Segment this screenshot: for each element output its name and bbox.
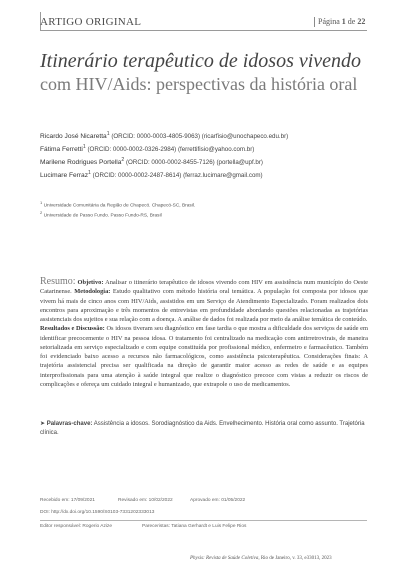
affiliation-2 <box>40 210 162 219</box>
results-text: Os idosos tiveram seu diagnóstico em fase tardia o que mostra a dificuldade dos serviços de saúde em identificar precocemente o HIV na pessoa idosa. O tratamento foi centralizado na medicação com antirretrovirais, de maneira setorializada em serviço especializado e com equipe constituída por profissional médico, enfermeiro e farmacêutico. Também foi evidenciado baixo acesso a recursos não farmacológicos, como assistência psicoterapêutica. <box>40 325 368 360</box>
page-prefix: Página <box>318 17 340 26</box>
editor-rule <box>40 520 367 521</box>
abstract <box>40 277 368 389</box>
journal-citation <box>190 556 332 561</box>
method-text: Estudo qualitativo com método história oral temática. A população foi composta por idosos que vivem há mais de cinco anos com HIV/Aids, assistidos em um Serviço de Atendimento Especializado. Foram realizados dois encontros para aproximação e três momentos de entrevistas em profundidade abordando questões relacionadas as trajetórias assistenciais dos sujeitos e sua relação com a doença. A análise de dados foi realizada por meio da análise temática de conteúdo. <box>40 288 368 323</box>
author-3 <box>40 157 263 166</box>
author-name: Ricardo José Nicaretta <box>40 133 107 141</box>
keywords-text: Assistência a idosos. Sorodiagnóstico da Aids. Envelhecimento. História oral como assunto. Trajetória clínica. <box>40 421 365 436</box>
page-current: 1 <box>341 17 346 26</box>
article-title: Itinerário terapêutico de idosos vivendo <box>40 50 362 72</box>
author-contact: (ORCID: 0000-0003-4805-9063) (ricarfisio@unochapeco.edu.br) <box>111 133 289 141</box>
article-subtitle: com HIV/Aids: perspectivas da história oral <box>40 74 358 94</box>
keywords <box>40 420 365 437</box>
author-contact: (ORCID: 0000-0002-2487-8614) (ferraz.lucimare@gmail.com) <box>92 172 263 180</box>
affiliation-1 <box>40 200 195 209</box>
doi-link[interactable]: DOI: http://dx.doi.org/10.1590/S0103-7331202333013 <box>40 510 155 515</box>
article-kind: ARTIGO ORIGINAL <box>40 16 142 28</box>
method-label: Metodologia: <box>74 288 111 296</box>
author-contact: (ORCID: 0000-0002-0326-2984) (ferrettifisio@yahoo.com.br) <box>87 146 255 154</box>
revised-date: Revisado em: 10/02/2022 <box>118 498 173 503</box>
page-total: 22 <box>357 17 366 26</box>
results-label: Resultados e Discussão: <box>40 325 105 333</box>
author-contact: (ORCID: 0000-0002-8455-7126) (portella@upf.br) <box>125 159 263 167</box>
abstract-heading: Resumo: <box>40 276 76 287</box>
header-rule <box>40 30 367 31</box>
affiliation-text: Universidade de Passo Fundo. Passo Fundo-RS, Brasil <box>43 213 162 219</box>
received-date: Recebido em: 17/09/2021 <box>40 498 95 503</box>
author-affil-sup: 1 <box>88 170 91 176</box>
author-affil-sup: 2 <box>121 157 125 163</box>
author-name: Marilene Rodrigues Portella <box>40 159 122 167</box>
keywords-label: Palavras-chave: <box>46 421 93 427</box>
approved-date: Aprovado em: 01/05/2022 <box>190 498 246 503</box>
author-name: Fátima Ferretti <box>40 146 83 154</box>
objective-text: Analisar o itinerário terapêutico de idosos vivendo com HIV em assistência num município do Oeste Catarinense. <box>40 279 368 296</box>
journal-name: Physis: Revista de Saúde Coletiva, <box>190 556 260 561</box>
reviewers: Pareceristas: Tatiana Gerhardt e Luis Felipe Rios <box>142 524 247 529</box>
page-number <box>318 17 365 26</box>
author-affil-sup: 1 <box>82 144 86 150</box>
author-affil-sup: 1 <box>106 131 110 137</box>
author-4 <box>40 170 263 179</box>
page-of: de <box>347 17 356 26</box>
editor: Editor responsável: Rogerio Azize <box>40 524 112 529</box>
affiliation-sup: 1 <box>40 200 43 205</box>
author-name: Lucimare Ferraz <box>40 172 89 180</box>
objective-label: Objetivo: <box>77 279 104 286</box>
author-1 <box>40 131 288 140</box>
author-2 <box>40 144 254 153</box>
chevron-right-icon: ➤ <box>40 421 46 427</box>
citation-details: Rio de Janeiro, v. 33, e33013, 2023 <box>260 556 332 561</box>
final-text: A trajetória assistencial precisa ser qualificada na direção de garantir maior acesso as redes de saúde e as equipes interprofissionais para uma atenção à saúde integral que realize o diagnóstico precoce com vistas a reduzir os riscos de complicações e ofereça um cuidado integral e humanizado, que extrapole o uso de medicamentos. <box>40 353 368 388</box>
affiliation-sup: 2 <box>40 210 43 215</box>
page-separator <box>314 17 315 27</box>
final-label: Considerações finais: <box>303 353 361 360</box>
affiliation-text: Universidade Comunitária da Região de Chapecó. Chapecó-SC, Brasil. <box>43 203 196 209</box>
